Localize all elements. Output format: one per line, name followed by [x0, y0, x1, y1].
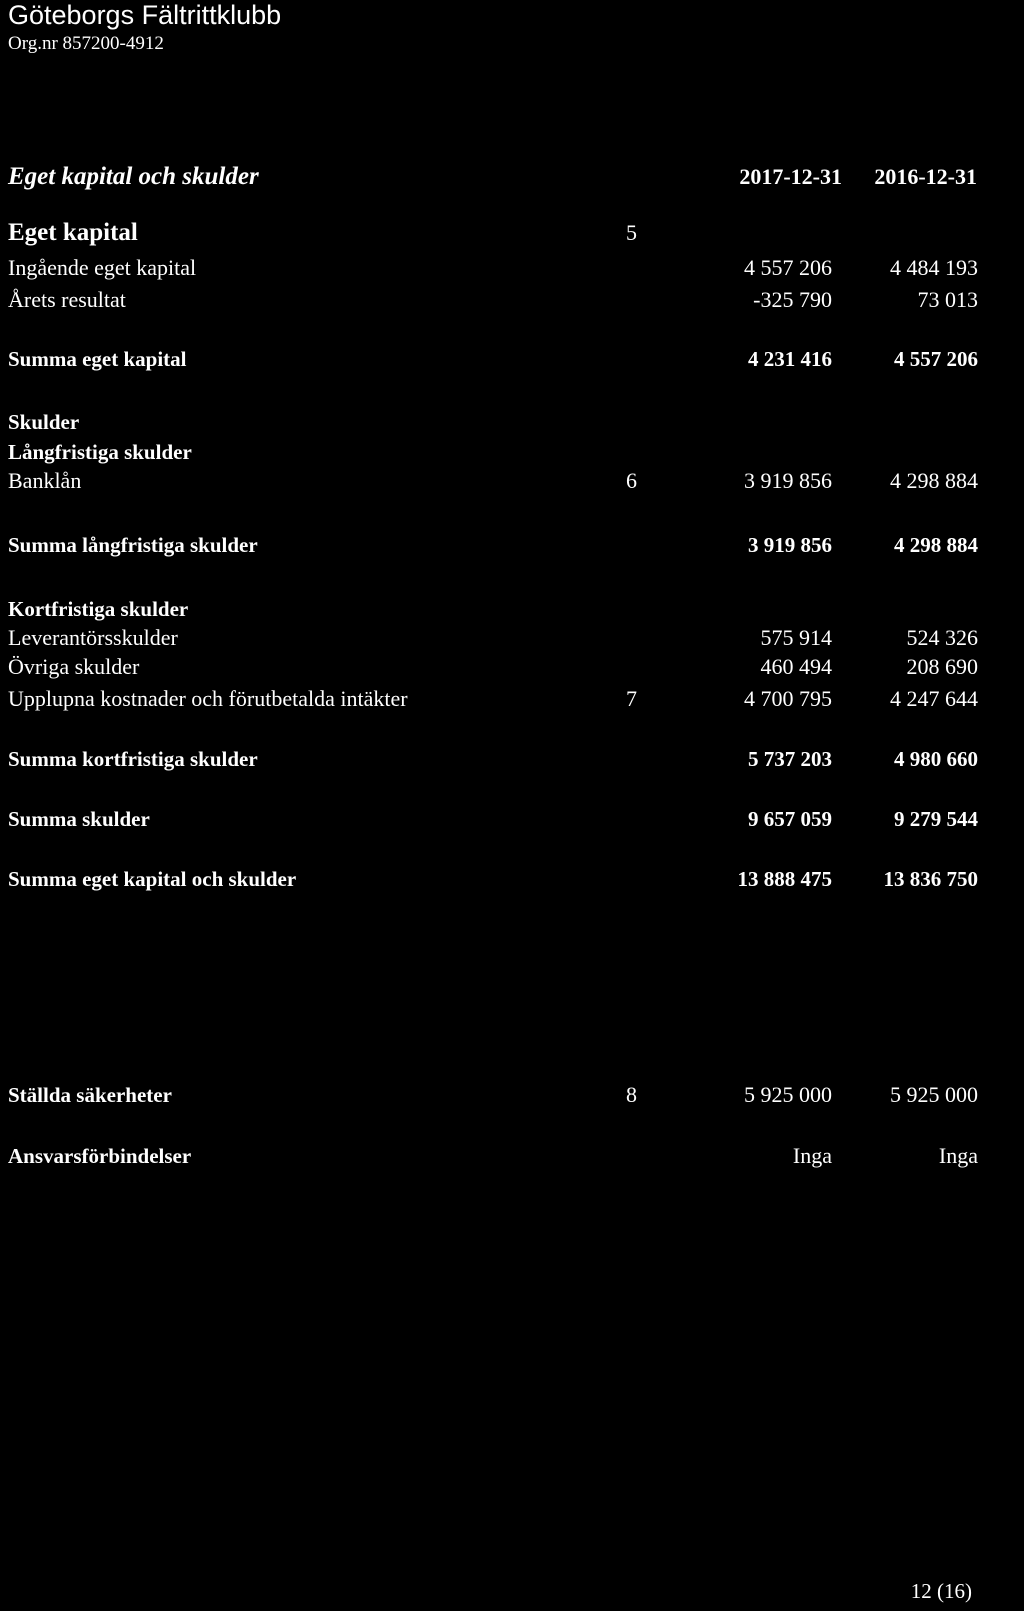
value-2016: 4 557 206 [894, 347, 978, 371]
row-label: Summa kortfristiga skulder [8, 747, 258, 771]
value-2016: 208 690 [906, 654, 978, 679]
row-upplupna-kostnader [0, 684, 1024, 714]
row-label: Kortfristiga skulder [8, 597, 189, 621]
row-label: Övriga skulder [8, 654, 140, 679]
value-2017: 9 657 059 [748, 807, 832, 831]
row-banklan [0, 466, 1024, 496]
row-summa-skulder [0, 804, 1024, 834]
row-eget-kapital-heading [0, 218, 1024, 248]
row-summa-langfristiga [0, 530, 1024, 560]
row-label: Ställda säkerheter [8, 1083, 172, 1107]
row-langfristiga-heading [0, 437, 1024, 467]
value-2017: 5 737 203 [748, 747, 832, 771]
value-2016: 13 836 750 [883, 867, 978, 891]
value-2016: 5 925 000 [890, 1082, 978, 1107]
row-ingaende-eget-kapital [0, 253, 1024, 283]
row-ovriga-skulder [0, 652, 1024, 682]
page-number: 12 (16) [910, 1579, 972, 1603]
row-label: Ansvarsförbindelser [8, 1144, 192, 1168]
row-label: Årets resultat [8, 287, 126, 312]
value-2016: 4 247 644 [890, 686, 978, 711]
row-label: Leverantörsskulder [8, 625, 178, 650]
value-2016: 4 298 884 [894, 533, 978, 557]
row-label: Skulder [8, 410, 80, 434]
column-header-2017: 2017-12-31 [739, 164, 842, 189]
value-2017: 13 888 475 [737, 867, 832, 891]
note-ref: 6 [626, 468, 637, 493]
value-2017: 4 557 206 [744, 255, 832, 280]
value-2017: 4 700 795 [744, 686, 832, 711]
value-2017: Inga [792, 1143, 832, 1168]
row-label: Ingående eget kapital [8, 255, 197, 280]
row-summa-eget-kapital-och-skulder [0, 864, 1024, 894]
row-leverantorsskulder [0, 623, 1024, 653]
row-skulder-heading [0, 407, 1024, 437]
value-2016: Inga [938, 1143, 978, 1168]
row-label: Upplupna kostnader och förutbetalda intäkter [8, 686, 408, 711]
column-header-2016: 2016-12-31 [874, 164, 977, 189]
value-2016: 4 484 193 [890, 255, 978, 280]
value-2016: 4 980 660 [894, 747, 978, 771]
value-2016: 9 279 544 [894, 807, 978, 831]
value-2017: 5 925 000 [744, 1082, 832, 1107]
row-label: Summa skulder [8, 807, 150, 831]
row-label: Banklån [8, 468, 82, 493]
value-2016: 4 298 884 [890, 468, 978, 493]
value-2017: 460 494 [760, 654, 832, 679]
value-2016: 524 326 [906, 625, 978, 650]
value-2017: 575 914 [760, 625, 832, 650]
row-arets-resultat [0, 285, 1024, 315]
row-label: Summa eget kapital och skulder [8, 867, 297, 891]
value-2017: 3 919 856 [748, 533, 832, 557]
value-2017: 4 231 416 [748, 347, 832, 371]
value-2016: 73 013 [917, 287, 978, 312]
row-label: Eget kapital [8, 219, 138, 246]
row-ansvarsforbindelser [0, 1141, 1024, 1171]
row-summa-kortfristiga [0, 744, 1024, 774]
row-label: Långfristiga skulder [8, 440, 192, 464]
row-stallda-sakerheter [0, 1080, 1024, 1110]
row-summa-eget-kapital [0, 344, 1024, 374]
row-label: Summa långfristiga skulder [8, 533, 258, 557]
row-label: Summa eget kapital [8, 347, 187, 371]
value-2017: 3 919 856 [744, 468, 832, 493]
row-kortfristiga-heading [0, 594, 1024, 624]
note-ref: 7 [626, 686, 637, 711]
note-ref: 5 [626, 220, 637, 245]
value-2017: -325 790 [753, 287, 832, 312]
section-title: Eget kapital och skulder [8, 163, 259, 190]
organization-number: Org.nr 857200-4912 [8, 33, 164, 54]
organization-name: Göteborgs Fältrittklubb [8, 0, 282, 30]
note-ref: 8 [626, 1082, 637, 1107]
